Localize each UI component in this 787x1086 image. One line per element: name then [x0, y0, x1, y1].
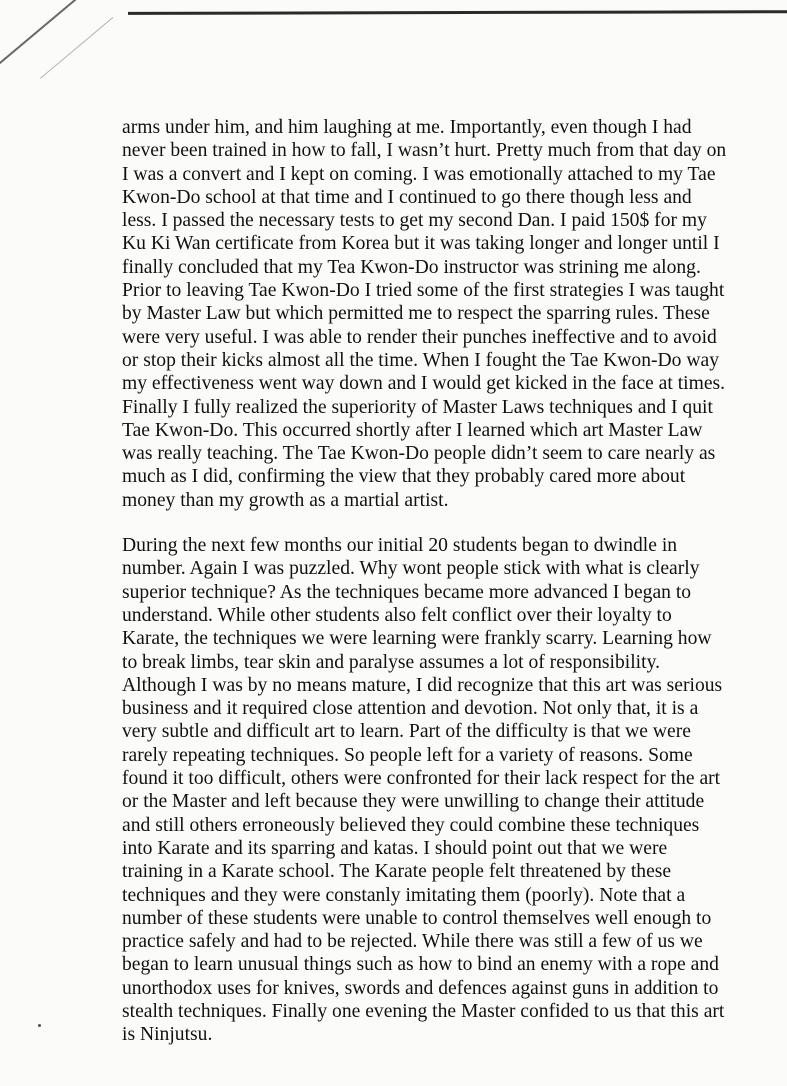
text-line: arms under him, and him laughing at me. Importantly, even though I had [122, 117, 692, 138]
text-line: very subtle and difficult art to learn. Part of the difficulty is that we were [122, 721, 691, 743]
text-line: Although I was by no means mature, I did recognize that this art was serious [122, 674, 723, 696]
text-line: into Karate and its sparring and katas. I should point out that we were [122, 837, 668, 859]
text-line: Karate, the techniques we were learning were frankly scarry. Learning how [122, 628, 712, 650]
text-line: During the next few months our initial 20 students began to dwindle in [122, 535, 678, 557]
text-line: to break limbs, tear skin and paralyse assumes a lot of responsibility. [122, 651, 660, 673]
text-line: began to learn unusual things such as how to bind an enemy with a rope and [122, 954, 719, 976]
text-line: I was a convert and I kept on coming. I was emotionally attached to my Tae [122, 163, 716, 185]
scan-fold-shadow [40, 17, 113, 79]
text-line: number. Again I was puzzled. Why wont people stick with what is clearly [122, 558, 700, 580]
scan-speck [38, 1024, 41, 1027]
text-line: and still others erroneously believed they could combine these techniques [122, 814, 700, 836]
text-line: much as I did, confirming the view that they probably cared more about [122, 466, 686, 488]
text-line: money than my growth as a martial artist. [122, 489, 449, 511]
scan-fold-line [0, 0, 125, 72]
text-line: Tae Kwon-Do. This occurred shortly after I learned which art Master Law [122, 419, 703, 441]
text-line: or the Master and left because they were unwilling to change their attitude [122, 791, 705, 813]
text-line: techniques and they were constanly imitating them (poorly). Note that a [122, 884, 686, 906]
text-line: were very useful. I was able to render their punches ineffective and to avoid [122, 326, 717, 348]
paragraph [122, 534, 787, 1047]
text-line: is Ninjutsu. [122, 1024, 213, 1046]
text-line: never been trained in how to fall, I wasn’t hurt. Pretty much from that day on [122, 140, 727, 162]
text-line: Ku Ki Wan certificate from Korea but it was taking longer and longer until I [122, 233, 720, 255]
text-line: training in a Karate school. The Karate people felt threatened by these [122, 861, 672, 883]
paragraph [122, 116, 787, 512]
text-line: Prior to leaving Tae Kwon-Do I tried some of the first strategies I was taught [122, 280, 725, 302]
text-line: finally concluded that my Tea Kwon-Do instructor was strining me along. [122, 256, 701, 278]
text-line: rarely repeating techniques. So people left for a variety of reasons. Some [122, 744, 693, 766]
text-line: Finally I fully realized the superiority of Master Laws techniques and I quit [122, 396, 713, 418]
text-line: business and it required close attention and devotion. Not only that, it is a [122, 698, 699, 720]
text-line: unorthodox uses for knives, swords and defences against guns in addition to [122, 977, 719, 999]
paragraph-gap [122, 512, 787, 534]
document-body [122, 116, 787, 1047]
scan-edge-top [128, 10, 787, 15]
text-line: was really teaching. The Tae Kwon-Do people didn’t seem to care nearly as [122, 443, 716, 465]
text-line: my effectiveness went way down and I would get kicked in the face at times. [122, 373, 726, 395]
text-line: Kwon-Do school at that time and I continued to go there though less and [122, 186, 692, 208]
text-line: superior technique? As the techniques became more advanced I began to [122, 581, 692, 603]
text-line: number of these students were unable to control themselves well enough to [122, 907, 712, 929]
text-line: or stop their kicks almost all the time. When I fought the Tae Kwon-Do way [122, 349, 720, 371]
text-line: by Master Law but which permitted me to respect the sparring rules. These [122, 303, 710, 325]
text-line: understand. While other students also felt conflict over their loyalty to [122, 604, 672, 626]
text-line: found it too difficult, others were confronted for their lack respect for the art [122, 768, 721, 790]
text-line: less. I passed the necessary tests to get my second Dan. I paid 150$ for my [122, 210, 707, 232]
text-line: practice safely and had to be rejected. While there was still a few of us we [122, 931, 703, 953]
text-line: stealth techniques. Finally one evening the Master confided to us that this art [122, 1000, 725, 1022]
